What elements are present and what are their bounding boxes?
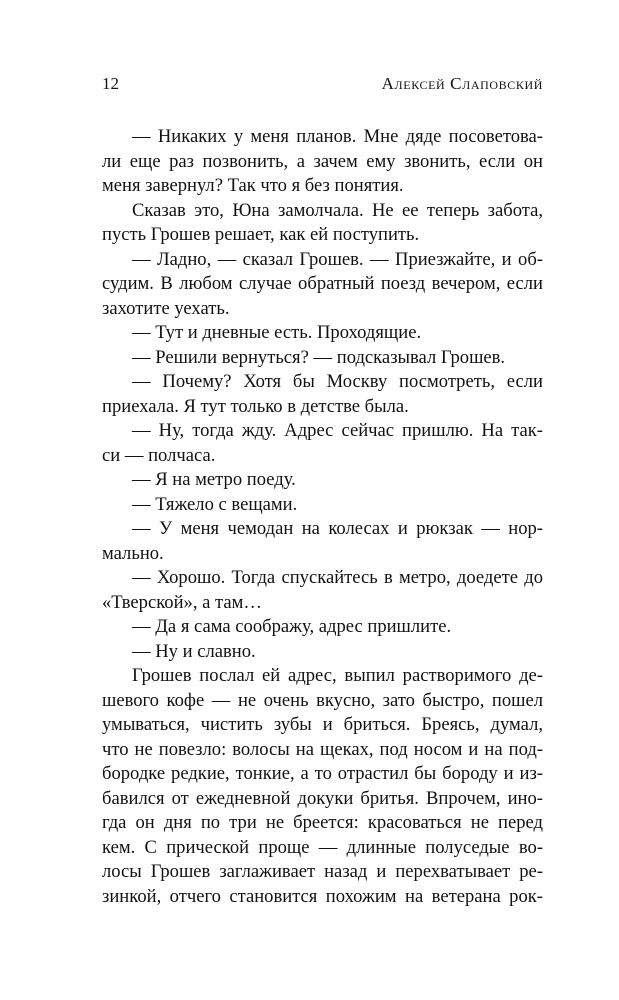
text-line: — Тяжело с вещами. xyxy=(132,493,298,515)
text-line: «Тверской», а там… xyxy=(102,591,262,613)
text-line: — Ну, тогда жду. Адрес сейчас пришлю. На так- xyxy=(132,420,543,442)
body-text xyxy=(102,125,543,910)
text-line: судим. В любом случае обратный поезд вечером, если xyxy=(102,273,543,295)
text-line: — Почему? Хотя бы Москву посмотреть, если xyxy=(132,371,543,393)
text-line: си — полчаса. xyxy=(102,444,216,466)
text-line: Сказав это, Юна замолчала. Не ее теперь забота, xyxy=(132,199,543,221)
text-line: — У меня чемодан на колесах и рюкзак — нор- xyxy=(132,518,543,540)
text-line: что не повезло: волосы на щеках, под носом и на под- xyxy=(102,738,543,760)
text-line: захотите уехать. xyxy=(102,297,230,319)
text-line: бавился от ежедневной докуки бритья. Впрочем, ино- xyxy=(102,787,543,809)
text-line: меня завернул? Так что я без понятия. xyxy=(102,175,404,197)
page-header xyxy=(102,72,543,96)
running-head-author: Алексей Слаповский xyxy=(381,74,543,93)
text-line: бородке редкие, тонкие, а то отрастил бы бороду и из- xyxy=(102,763,543,785)
text-line: — Тут и дневные есть. Проходящие. xyxy=(132,322,422,344)
text-line: приехала. Я тут только в детстве была. xyxy=(102,395,409,417)
text-line: — Никаких у меня планов. Мне дяде посоветова- xyxy=(132,126,543,147)
page-number: 12 xyxy=(102,74,119,93)
text-line: зинкой, отчего становится похожим на ветерана рок- xyxy=(102,885,543,907)
text-line: — Да я сама соображу, адрес пришлите. xyxy=(132,616,452,638)
text-line: умываться, чистить зубы и бриться. Бреясь, думал, xyxy=(102,714,543,736)
text-line: — Решили вернуться? — подсказывал Грошев. xyxy=(132,346,506,368)
text-line: пусть Грошев решает, как ей поступить. xyxy=(102,224,420,246)
text-line: кем. С прической проще — длинные полуседые во- xyxy=(102,836,543,858)
text-line: — Хорошо. Тогда спускайтесь в метро, доедете до xyxy=(132,567,543,589)
text-line: — Ну и славно. xyxy=(132,640,256,662)
text-line: мально. xyxy=(102,542,164,564)
text-line: Грошев послал ей адрес, выпил растворимого де- xyxy=(132,665,543,687)
text-line: — Ладно, — сказал Грошев. — Приезжайте, и об- xyxy=(132,248,543,270)
text-line: шевого кофе — не очень вкусно, зато быстро, пошел xyxy=(102,689,543,711)
text-line: ли еще раз позвонить, а зачем ему звонить, если он xyxy=(102,150,543,172)
text-line: лосы Грошев заглаживает назад и перехватывает ре- xyxy=(102,861,543,883)
text-line: гда он дня по три не бреется: красоваться не перед xyxy=(102,812,543,834)
text-line: — Я на метро поеду. xyxy=(132,469,296,491)
